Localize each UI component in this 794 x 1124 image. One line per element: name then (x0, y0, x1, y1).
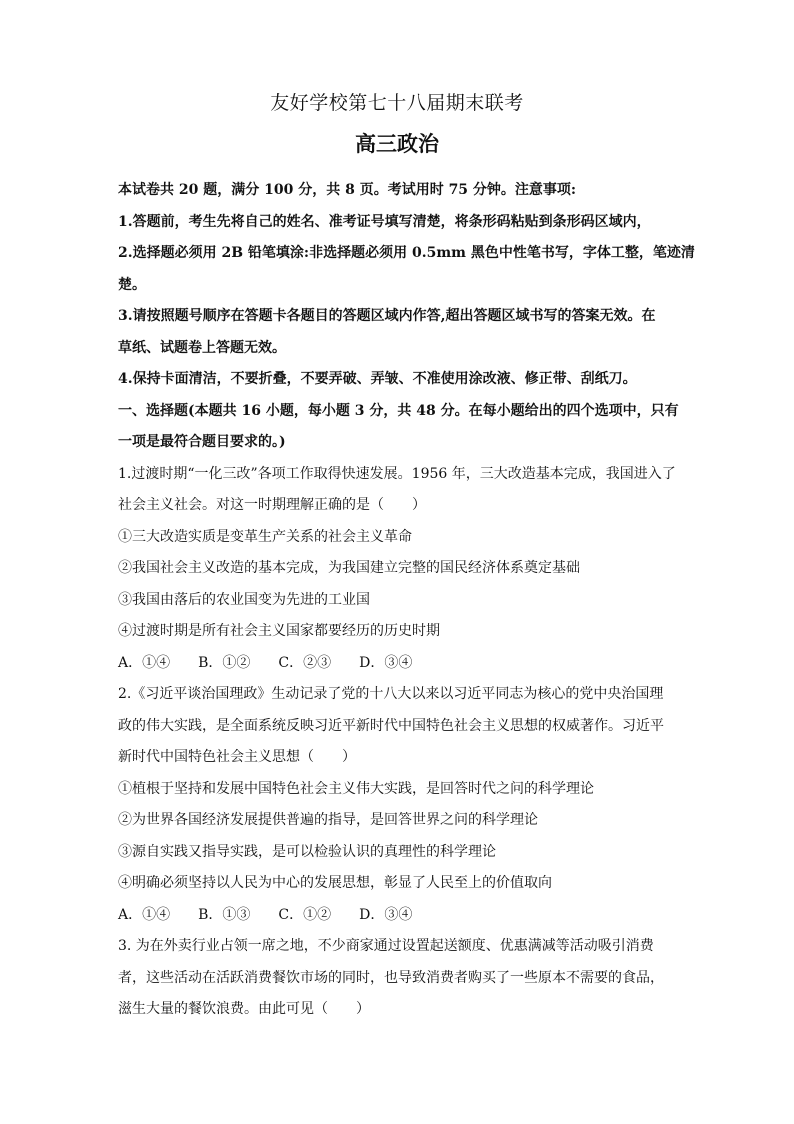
q1-statement-1: ①三大改造实质是变革生产关系的社会主义革命 (118, 528, 412, 545)
q1-statement-4: ④过渡时期是所有社会主义国家都要经历的历史时期 (118, 623, 440, 639)
q2-option-b: B．①③ (198, 906, 251, 923)
notice-item-2-cont: 楚。 (118, 276, 146, 293)
notice-item-4: 4.保持卡面清洁，不要折叠，不要弄破、弄皱、不准使用涂改液、修正带、刮纸刀。 (118, 371, 637, 387)
q3-stem-cont-2: 滋生大量的餐饮浪费。由此可见（ ） (118, 1001, 370, 1017)
section-heading-cont: 一项是最符合题目要求的。) (118, 434, 286, 450)
q1-options (118, 648, 683, 680)
q2-options (118, 900, 683, 932)
q2-statement-1: ①植根于坚持和发展中国特色社会主义伟大实践，是回答时代之问的科学理论 (118, 780, 594, 797)
q1-option-d: D．③④ (359, 654, 413, 671)
q2-stem-cont-2: 新时代中国特色社会主义思想（ ） (118, 749, 356, 765)
exam-subject: 高三政治 (355, 131, 439, 156)
q2-stem: 2.《习近平谈治国理政》生动记录了党的十八大以来以习近平同志为核心的党中央治国理 (118, 686, 664, 702)
exam-title: 友好学校第七十八届期末联考 (270, 92, 524, 114)
q2-statement-3: ③源自实践又指导实践，是可以检验认识的真理性的科学理论 (118, 843, 496, 860)
q2-statement-2: ②为世界各国经济发展提供普遍的指导，是回答世界之问的科学理论 (118, 812, 538, 828)
q1-statement-2: ②我国社会主义改造的基本完成，为我国建立完整的国民经济体系奠定基础 (118, 560, 580, 576)
q2-option-a: A．①④ (118, 906, 171, 923)
q2-option-c: C．①② (278, 906, 332, 923)
q1-stem: 1.过渡时期“一化三改”各项工作取得快速发展。1956 年，三大改造基本完成，我国进入了 (118, 465, 676, 482)
q1-option-b: B．①② (198, 654, 251, 671)
notice-item-2: 2.选择题必须用 2B 铅笔填涂:非选择题必须用 0.5mm 黑色中性笔书写，字体工整，笔迹清 (118, 245, 695, 261)
notice-item-3-cont: 草纸、试题卷上答题无效。 (118, 339, 286, 356)
q1-option-c: C．②③ (278, 654, 332, 671)
notice-item-3: 3.请按照题号顺序在答题卡各题目的答题区域内作答,超出答题区域书写的答案无效。在 (118, 308, 656, 324)
q1-stem-cont: 社会主义社会。对这一时期理解正确的是（ ） (118, 497, 426, 513)
q1-option-a: A．①④ (118, 654, 171, 671)
q1-statement-3: ③我国由落后的农业国变为先进的工业国 (118, 591, 370, 608)
q3-stem: 3. 为在外卖行业占领一席之地，不少商家通过设置起送额度、优惠满减等活动吸引消费 (118, 938, 654, 954)
exam-body (118, 175, 695, 1026)
notice-item-1: 1.答题前，考生先将自己的姓名、准考证号填写清楚，将条形码粘贴到条形码区域内， (118, 213, 651, 230)
q3-stem-cont-1: 者，这些活动在活跃消费餐饮市场的同时，也导致消费者购买了一些原本不需要的食品， (118, 969, 664, 986)
q2-option-d: D．③④ (359, 906, 413, 923)
notice-intro: 本试卷共 20 题，满分 100 分，共 8 页。考试用时 75 分钟。注意事项: (118, 182, 577, 198)
section-heading: 一、选择题(本题共 16 小题，每小题 3 分，共 48 分。在每小题给出的四个选项中，只有 (118, 402, 679, 419)
q2-statement-4: ④明确必须坚持以人民为中心的发展思想，彰显了人民至上的价值取向 (118, 875, 552, 891)
q2-stem-cont-1: 政的伟大实践，是全面系统反映习近平新时代中国特色社会主义思想的权威著作。习近平 (118, 717, 664, 734)
